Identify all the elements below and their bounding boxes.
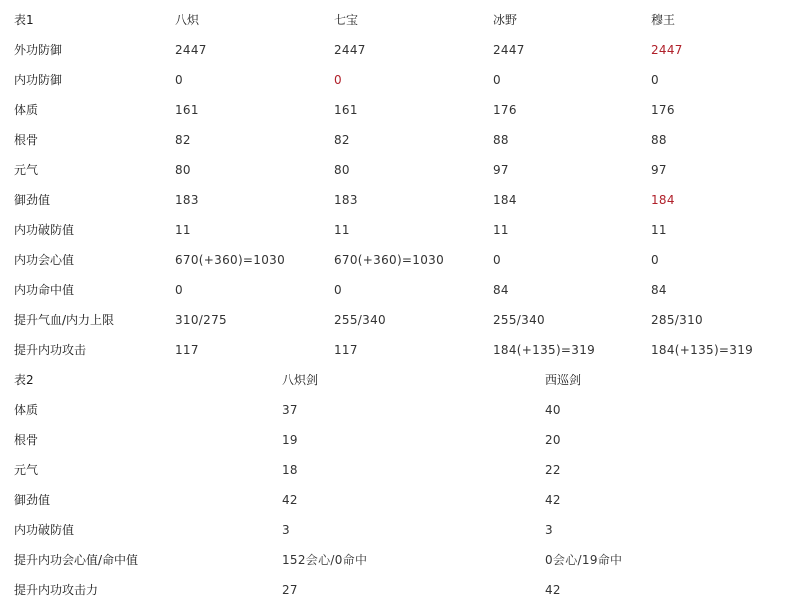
table-row xyxy=(0,125,812,155)
row-label: 提升气血/内力上限 xyxy=(14,313,115,327)
table-cell: 176 xyxy=(493,103,517,117)
table-cell: 84 xyxy=(493,283,509,297)
row-label: 元气 xyxy=(14,163,39,177)
table-cell: 183 xyxy=(175,193,199,207)
table-cell: 184(+135)=319 xyxy=(651,343,754,357)
row-label: 提升内功会心值/命中值 xyxy=(14,553,139,567)
table-cell: 255/340 xyxy=(493,313,545,327)
table-cell: 0 xyxy=(334,73,342,87)
row-label: 外功防御 xyxy=(14,43,63,57)
row-label: 提升内功攻击 xyxy=(14,343,87,357)
row-label: 内功破防值 xyxy=(14,223,75,237)
table-cell: 0 xyxy=(493,73,501,87)
table-cell: 2447 xyxy=(651,43,683,57)
table-row xyxy=(0,335,812,365)
column-header: 西巡剑 xyxy=(545,373,582,387)
table-cell: 2447 xyxy=(493,43,525,57)
table-cell: 161 xyxy=(334,103,358,117)
table-row xyxy=(0,305,812,335)
table-cell: 97 xyxy=(651,163,667,177)
table-cell: 117 xyxy=(175,343,199,357)
table-row xyxy=(0,35,812,65)
table-row xyxy=(0,245,812,275)
row-label: 根骨 xyxy=(14,433,39,447)
table-cell: 88 xyxy=(651,133,667,147)
table-cell: 22 xyxy=(545,463,561,477)
table-cell: 19 xyxy=(282,433,298,447)
table-cell: 82 xyxy=(175,133,191,147)
row-label: 内功会心值 xyxy=(14,253,75,267)
row-label: 御劲值 xyxy=(14,193,51,207)
table-cell: 3 xyxy=(545,523,553,537)
table-cell: 82 xyxy=(334,133,350,147)
table-cell: 18 xyxy=(282,463,298,477)
table-cell: 310/275 xyxy=(175,313,227,327)
row-label: 元气 xyxy=(14,463,39,477)
table-cell: 0 xyxy=(651,253,659,267)
row-label: 体质 xyxy=(14,103,39,117)
row-label: 内功防御 xyxy=(14,73,63,87)
table-cell: 152会心/0命中 xyxy=(282,553,368,567)
table-title: 表2 xyxy=(14,373,34,387)
table-cell: 40 xyxy=(545,403,561,417)
table-cell: 11 xyxy=(651,223,667,237)
table-cell: 2447 xyxy=(175,43,207,57)
column-header: 冰野 xyxy=(493,13,518,27)
table-row xyxy=(0,515,812,545)
table-cell: 184(+135)=319 xyxy=(493,343,596,357)
table-row xyxy=(0,65,812,95)
table-cell: 0 xyxy=(334,283,342,297)
table-cell: 184 xyxy=(651,193,675,207)
table-cell: 42 xyxy=(545,583,561,597)
table-cell: 183 xyxy=(334,193,358,207)
table-row xyxy=(0,155,812,185)
table-cell: 285/310 xyxy=(651,313,703,327)
table-row xyxy=(0,395,812,425)
table-cell: 20 xyxy=(545,433,561,447)
table-cell: 27 xyxy=(282,583,298,597)
table-cell: 0 xyxy=(493,253,501,267)
table-cell: 255/340 xyxy=(334,313,386,327)
column-header: 穆王 xyxy=(651,13,676,27)
column-header: 八炽 xyxy=(175,13,200,27)
table-cell: 80 xyxy=(175,163,191,177)
table-cell: 42 xyxy=(282,493,298,507)
table-cell: 3 xyxy=(282,523,290,537)
table-cell: 80 xyxy=(334,163,350,177)
row-label: 提升内功攻击力 xyxy=(14,583,99,597)
row-label: 根骨 xyxy=(14,133,39,147)
row-label: 御劲值 xyxy=(14,493,51,507)
table-cell: 84 xyxy=(651,283,667,297)
table-row xyxy=(0,185,812,215)
table-header-row xyxy=(0,365,812,395)
table-header-row xyxy=(0,5,812,35)
row-label: 体质 xyxy=(14,403,39,417)
stats-table-2 xyxy=(0,365,812,605)
table-cell: 670(+360)=1030 xyxy=(334,253,445,267)
table-cell: 37 xyxy=(282,403,298,417)
table-cell: 2447 xyxy=(334,43,366,57)
table-title: 表1 xyxy=(14,13,34,27)
table-row xyxy=(0,575,812,605)
table-row xyxy=(0,275,812,305)
table-cell: 670(+360)=1030 xyxy=(175,253,286,267)
table-cell: 0会心/19命中 xyxy=(545,553,623,567)
row-label: 内功命中值 xyxy=(14,283,75,297)
table-cell: 0 xyxy=(651,73,659,87)
table-row xyxy=(0,485,812,515)
table-row xyxy=(0,425,812,455)
table-row xyxy=(0,545,812,575)
table-row xyxy=(0,455,812,485)
column-header: 七宝 xyxy=(334,13,359,27)
table-cell: 0 xyxy=(175,73,183,87)
table-cell: 11 xyxy=(493,223,509,237)
stats-table-1 xyxy=(0,5,812,365)
row-label: 内功破防值 xyxy=(14,523,75,537)
table-cell: 97 xyxy=(493,163,509,177)
table-cell: 117 xyxy=(334,343,358,357)
table-row xyxy=(0,95,812,125)
table-cell: 88 xyxy=(493,133,509,147)
table-cell: 42 xyxy=(545,493,561,507)
column-header: 八炽剑 xyxy=(282,373,319,387)
table-cell: 11 xyxy=(334,223,350,237)
table-cell: 11 xyxy=(175,223,191,237)
table-cell: 161 xyxy=(175,103,199,117)
table-cell: 176 xyxy=(651,103,675,117)
table-row xyxy=(0,215,812,245)
table-cell: 0 xyxy=(175,283,183,297)
table-cell: 184 xyxy=(493,193,517,207)
